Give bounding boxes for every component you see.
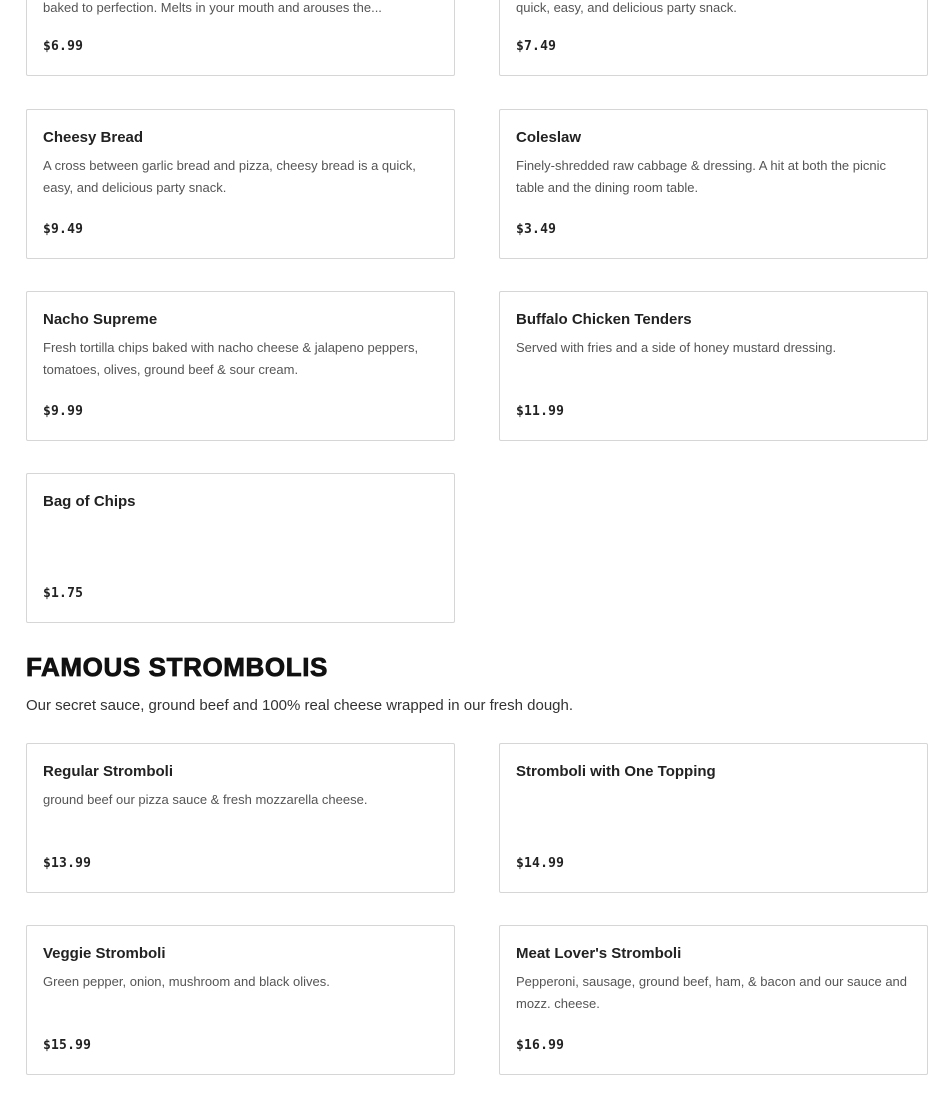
menu-item-name: Bag of Chips [43, 493, 136, 510]
menu-item-card[interactable] [26, 0, 455, 76]
menu-item-price: $9.99 [43, 404, 84, 419]
menu-item-card[interactable] [26, 743, 455, 893]
menu-item-name: Cheesy Bread [43, 129, 144, 146]
menu-item-card[interactable] [26, 473, 455, 623]
section-description: Our secret sauce, ground beef and 100% real cheese wrapped in our fresh dough. [26, 697, 574, 714]
menu-item-description: ground beef our pizza sauce & fresh mozzarella cheese. [43, 792, 368, 807]
menu-item-card[interactable] [26, 925, 455, 1075]
menu-item-description: baked to perfection. Melts in your mouth and arouses the... [43, 0, 382, 15]
menu-item-description: Fresh tortilla chips baked with nacho cheese & jalapeno peppers, tomatoes, olives, ground beef & sour cream. [43, 340, 419, 377]
menu-item-name: Buffalo Chicken Tenders [516, 311, 692, 328]
menu-item-card[interactable] [26, 109, 455, 259]
menu-item-card[interactable] [26, 291, 455, 441]
menu-item-price: $3.49 [516, 222, 557, 237]
section-title: FAMOUS STROMBOLIS [26, 652, 328, 682]
menu-item-description: Served with fries and a side of honey mustard dressing. [516, 340, 837, 355]
menu-item-price: $1.75 [43, 586, 84, 601]
menu-item-description: Finely-shredded raw cabbage & dressing. A hit at both the picnic table and the dining room table. [516, 158, 886, 195]
menu-item-price: $9.49 [43, 222, 84, 237]
menu-item-price: $14.99 [516, 856, 565, 871]
menu-item-price: $16.99 [516, 1038, 565, 1053]
menu-item-description: Pepperoni, sausage, ground beef, ham, & bacon and our sauce and mozz. cheese. [516, 974, 908, 1011]
menu-item-price: $15.99 [43, 1038, 92, 1053]
menu-item-card[interactable] [499, 291, 928, 441]
menu-item-name: Coleslaw [516, 129, 582, 146]
menu-item-description: quick, easy, and delicious party snack. [516, 0, 737, 15]
menu-item-description: A cross between garlic bread and pizza, cheesy bread is a quick, easy, and delicious party snack. [43, 158, 416, 195]
menu-item-price: $7.49 [516, 39, 557, 54]
menu-item-card[interactable] [499, 0, 928, 76]
menu-item-name: Regular Stromboli [43, 763, 174, 780]
menu-item-card[interactable] [499, 925, 928, 1075]
menu-item-name: Veggie Stromboli [43, 945, 166, 962]
menu-item-name: Stromboli with One Topping [516, 763, 716, 780]
menu-item-card[interactable] [499, 109, 928, 259]
menu-item-card[interactable] [499, 743, 928, 893]
menu-item-name: Nacho Supreme [43, 311, 158, 328]
menu-item-price: $11.99 [516, 404, 565, 419]
menu-item-description: Green pepper, onion, mushroom and black olives. [43, 974, 330, 989]
menu-item-name: Meat Lover's Stromboli [516, 945, 682, 962]
menu-item-price: $13.99 [43, 856, 92, 871]
menu-item-price: $6.99 [43, 39, 84, 54]
